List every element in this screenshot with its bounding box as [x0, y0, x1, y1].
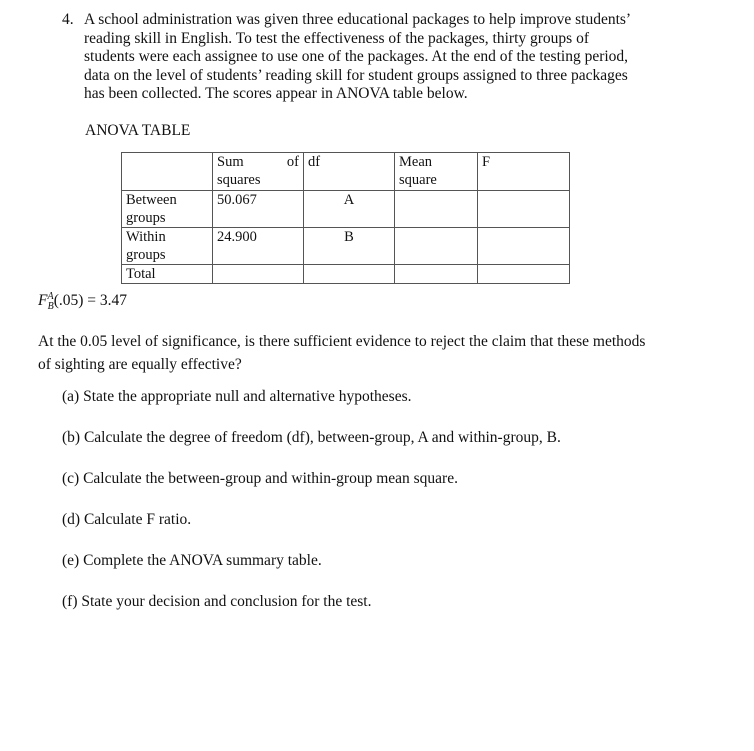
question-prompt	[38, 330, 698, 376]
part-f: (f) State your decision and conclusion for the test.	[62, 593, 372, 610]
header-squares-word: squares	[217, 172, 261, 188]
row-ss: 24.900	[213, 228, 304, 265]
row-ss: 50.067	[213, 191, 304, 228]
critical-f-subscript: B	[47, 301, 54, 312]
header-f: F	[478, 153, 570, 191]
stem-line: students were each assignee to use one of the packages. At the end of the testing period,	[84, 48, 629, 66]
question-number: 4.	[62, 11, 74, 28]
stem-line: data on the level of students’ reading skill for student groups assigned to three packages	[84, 66, 628, 84]
row-df: B	[304, 228, 395, 265]
stem-line: A school administration was given three educational packages to help improve students’	[84, 11, 632, 28]
row-f	[478, 191, 570, 228]
part-d: (d) Calculate F ratio.	[62, 511, 192, 528]
row-ms	[395, 228, 478, 265]
row-ms	[395, 191, 478, 228]
header-mean-square: Mean square	[395, 153, 478, 191]
stem-line: has been collected. The scores appear in ANOVA table below.	[84, 85, 468, 103]
critical-f-value	[38, 292, 127, 310]
row-source: Within groups	[122, 228, 213, 265]
part-b: (b) Calculate the degree of freedom (df), between-group, A and within-group, B.	[62, 429, 561, 446]
table-row	[122, 191, 570, 228]
critical-f-symbol: F	[38, 292, 48, 309]
row-df	[304, 265, 395, 284]
row-ss	[213, 265, 304, 284]
anova-table-title: ANOVA TABLE	[85, 122, 191, 139]
prompt-line: At the 0.05 level of significance, is there sufficient evidence to reject the claim that these methods	[38, 333, 646, 350]
header-sum-of-squares	[213, 153, 304, 191]
table-header-row	[122, 153, 570, 191]
critical-f-expression: (.05) = 3.47	[53, 292, 128, 309]
row-df: A	[304, 191, 395, 228]
part-c: (c) Calculate the between-group and within-group mean square.	[62, 470, 458, 487]
row-source: Between groups	[122, 191, 213, 228]
header-df: df	[304, 153, 395, 191]
anova-table	[121, 152, 570, 284]
table-row	[122, 265, 570, 284]
row-ms	[395, 265, 478, 284]
stem-line: reading skill in English. To test the effectiveness of the packages, thirty groups of	[84, 29, 589, 47]
part-e: (e) Complete the ANOVA summary table.	[62, 552, 322, 569]
table-row	[122, 228, 570, 265]
prompt-line: of sighting are equally effective?	[38, 356, 242, 373]
row-f	[478, 228, 570, 265]
header-source-cell	[122, 153, 213, 191]
row-source: Total	[122, 265, 213, 284]
row-f	[478, 265, 570, 284]
critical-f-superscript: A	[47, 291, 54, 302]
question-stem	[84, 11, 684, 104]
part-a: (a) State the appropriate null and alternative hypotheses.	[62, 388, 412, 405]
header-of-word: of	[286, 154, 299, 170]
header-sum-word: Sum	[217, 154, 244, 170]
